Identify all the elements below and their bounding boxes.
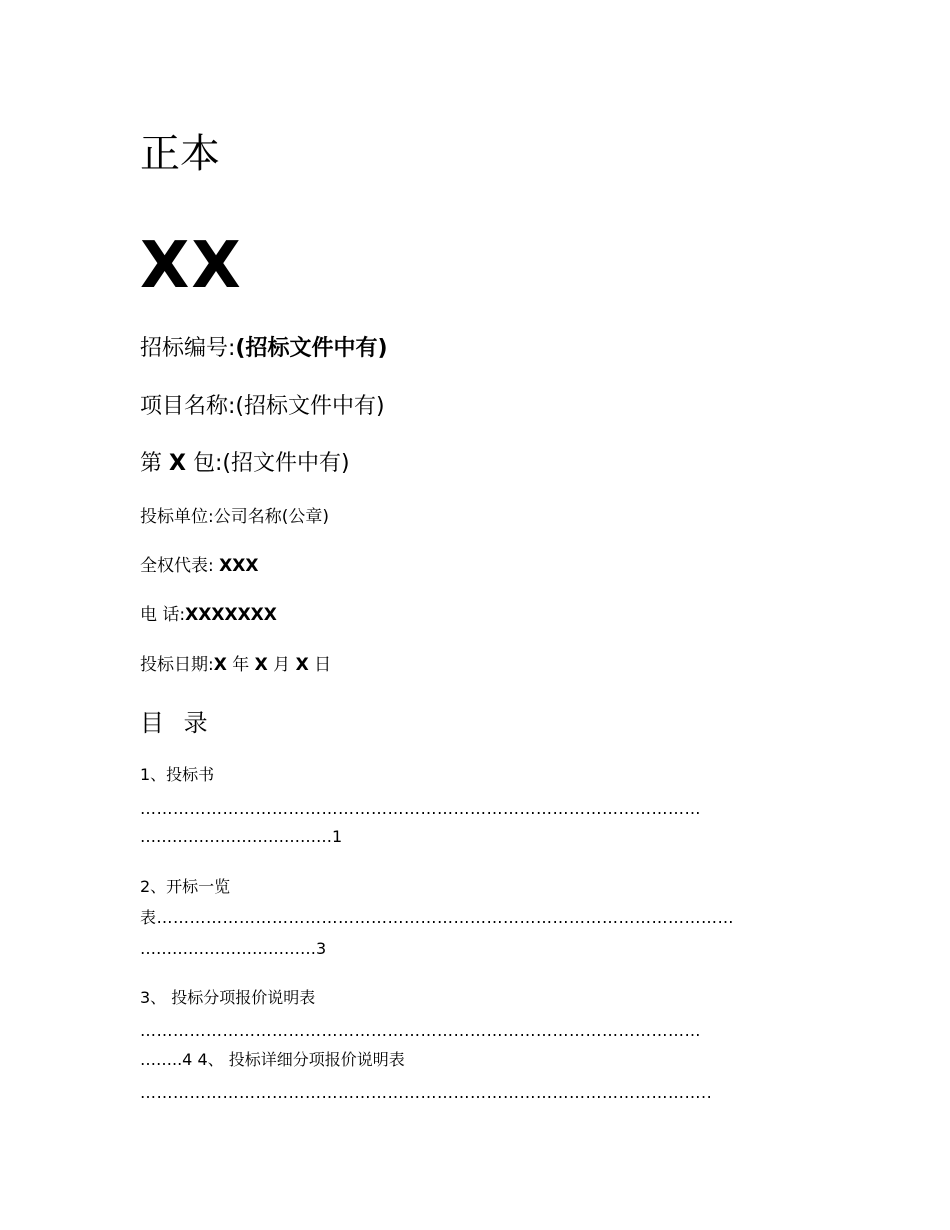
- bid-date-month-value: X: [254, 655, 268, 675]
- bid-date-day-unit: 日: [308, 655, 332, 675]
- package-line: [140, 449, 350, 479]
- bidder-value: 公司名称(公章): [213, 507, 329, 527]
- toc-item-3-page: 4: [182, 1050, 193, 1069]
- bid-date-line: [140, 653, 331, 677]
- toc-item-2-leader: ……………………………………………………………………………………………: [156, 908, 735, 927]
- toc-item-2-tail[interactable]: [140, 938, 326, 960]
- toc-item-2-page: 3: [316, 939, 327, 958]
- representative-value: XXX: [219, 556, 259, 576]
- toc-item-1-leader: …………………………………………………………………………………………: [140, 799, 701, 818]
- project-name-line: [140, 392, 385, 422]
- phone-label: 电 话:: [140, 605, 186, 625]
- toc-item-2-leader-line: [140, 907, 808, 929]
- representative-line: [140, 554, 258, 578]
- company-name: XX: [140, 229, 243, 303]
- toc-item-4-leader: …………………………………………………………………………………………..: [140, 1083, 713, 1102]
- bid-date-day-value: X: [295, 655, 309, 675]
- toc-item-1-leader-tail: ………………………………: [140, 827, 332, 846]
- bid-date-year-value: X: [213, 655, 227, 675]
- toc-item-1-page: 1: [332, 827, 343, 846]
- phone-line: [140, 603, 277, 627]
- project-name-label: 项目名称:: [140, 394, 236, 419]
- toc-item-2-heading-cont: 表: [140, 908, 157, 927]
- project-name-value: (招标文件中有): [235, 394, 385, 419]
- toc-item-3-leader: …………………………………………………………………………………………: [140, 1021, 701, 1040]
- toc-item-3-tail[interactable]: [140, 1049, 405, 1071]
- toc-item-3-leader-tail: ……..: [140, 1050, 183, 1069]
- bid-date-year-unit: 年: [226, 655, 255, 675]
- toc-item-2-heading[interactable]: 2、开标一览: [140, 877, 231, 896]
- toc-item-2-leader-tail: ……………………………: [140, 939, 316, 958]
- bidder-label: 投标单位:: [140, 507, 214, 527]
- phone-value: XXXXXXX: [185, 605, 277, 625]
- bid-number-line: [140, 334, 388, 364]
- representative-label: 全权代表:: [140, 556, 220, 576]
- package-prefix: 第: [140, 451, 169, 476]
- toc-title: 目 录: [140, 709, 214, 737]
- package-suffix: 包:(招文件中有): [185, 451, 350, 476]
- original-copy-label: 正本: [140, 131, 220, 177]
- toc-item-1-tail[interactable]: [140, 826, 342, 848]
- bid-number-label: 招标编号:: [140, 336, 236, 361]
- bid-number-value: (招标文件中有): [235, 336, 388, 361]
- toc-item-3-heading[interactable]: 3、 投标分项报价说明表: [140, 988, 316, 1007]
- toc-item-4-heading[interactable]: 4、 投标详细分项报价说明表: [197, 1050, 405, 1069]
- toc-item-1-heading[interactable]: 1、投标书: [140, 765, 215, 784]
- bid-date-label: 投标日期:: [140, 655, 214, 675]
- bidder-line: [140, 505, 329, 529]
- bid-date-month-unit: 月: [267, 655, 296, 675]
- package-number: X: [169, 451, 186, 476]
